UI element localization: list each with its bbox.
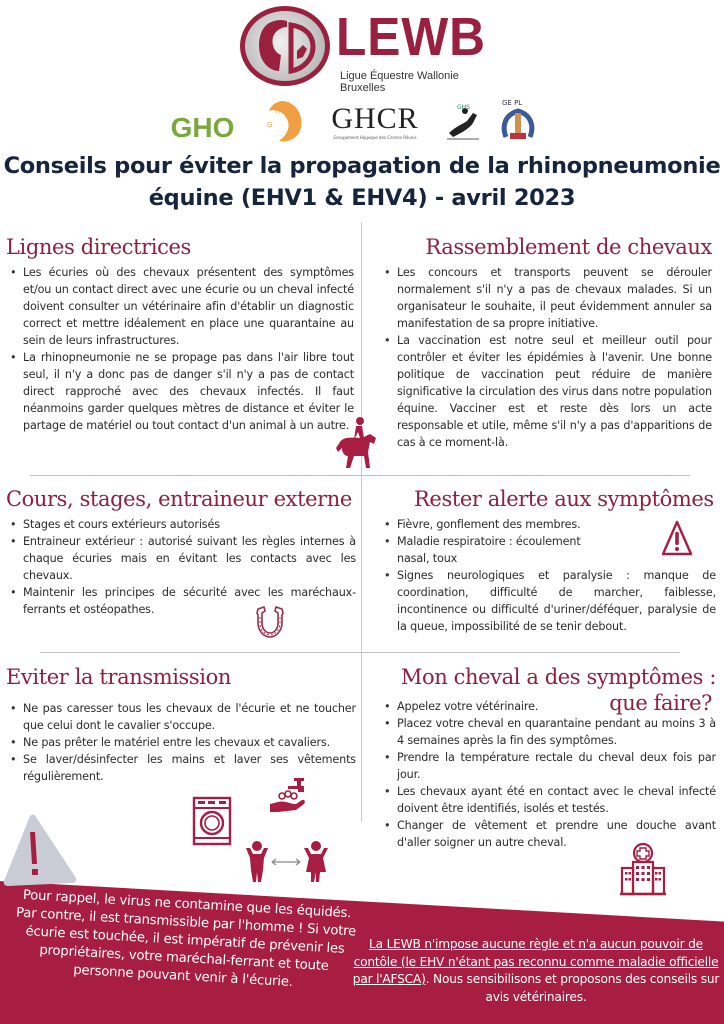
- partner-logo-gho: [165, 96, 240, 146]
- list-item: • Appelez votre vétérinaire.: [380, 698, 716, 715]
- lewb-logo: [240, 6, 500, 94]
- partner-logos: [165, 96, 565, 148]
- logo-subtitle: Ligue Équestre Wallonie Bruxelles: [340, 70, 459, 94]
- section-rassemblement: [380, 234, 712, 451]
- svg-text:C: C: [284, 101, 290, 109]
- svg-text:GHS: GHS: [457, 104, 470, 111]
- section-mon-cheval-symptomes: [380, 664, 716, 851]
- list-item: • Maladie respiratoire : écoulement nasal, toux: [380, 533, 716, 567]
- gepl-logo-icon: [498, 97, 538, 145]
- veterinary-hospital-icon: [618, 842, 668, 906]
- list-item: • Les concours et transports peuvent se dérouler normalement s'il n'y a pas de chevaux malades. Si un organisateur le souhaite, il peut évidemment annuler sa manifestation de sa propre initiative.: [380, 264, 712, 332]
- jumping-horse-logo-icon: [443, 99, 483, 143]
- partner-logo-gepl: [495, 96, 540, 146]
- horse-rider-icon: [334, 416, 380, 476]
- svg-text:GE PL: GE PL: [501, 99, 522, 107]
- list-item: • Placez votre cheval en quarantaine pendant au moins 3 à 4 semaines après la fin des symptômes.: [380, 715, 716, 749]
- section-eviter-transmission: [6, 664, 356, 785]
- gho-logo-text: GHO: [170, 112, 235, 143]
- partner-logo-ghc: [260, 96, 305, 146]
- list-item: • Signes neurologiques et paralysie : manque de coordination, difficulté de marcher, faiblesse, incontinence ou difficulté d'uriner/déféquer, paralysie de la queue, impossibilité de se tenir debout.: [380, 567, 716, 635]
- page-title-line-1: Conseils pour éviter la propagation de la rhinopneumonie: [3, 153, 721, 179]
- partner-logo-ghcr: [320, 96, 430, 146]
- list-item: • Entraineur extérieur : autorisé suivant les règles internes à chaque écuries mais en évitant les contacts avec les chevaux.: [6, 533, 356, 584]
- list-item: • La rhinopneumonie ne se propage pas dans l'air libre tout seul, il n'y a donc pas de danger s'il n'y a pas de contact direct rapproché avec des chevaux infectés. Il faut néanmoins garder quelques mètres de distance et éviter le partage de matériel ou tout contact d'un animal à un autre.: [6, 349, 354, 434]
- partner-logo-ghs: [443, 96, 483, 146]
- list-item: • Ne pas prêter le matériel entre les chevaux et cavaliers.: [6, 734, 356, 751]
- logo-text: LEWB: [336, 7, 486, 67]
- list-item: • Les chevaux ayant été en contact avec le cheval infecté doivent être identifiés, isolés et testés.: [380, 783, 716, 817]
- warning-icon: [660, 519, 694, 563]
- ghcr-logo-text: GHCR: [331, 101, 419, 135]
- bullet-list: [6, 516, 356, 618]
- big-warning-icon: [2, 812, 92, 896]
- vertical-divider: [361, 222, 362, 822]
- section-lignes-directrices: [6, 234, 354, 434]
- ghcr-logo-subtitle: Groupement Hippique des Cercles Réunis: [333, 134, 417, 140]
- list-item: • Maintenir les principes de sécurité avec les maréchaux-ferrants et ostéopathes.: [6, 584, 356, 618]
- disclaimer-plain: . Nous sensibilisons et proposons des conseils sur avis vétérinaires.: [425, 972, 720, 1004]
- horse-head-logo-icon: [240, 6, 330, 86]
- section-cours-stages: [6, 486, 356, 618]
- page-title: [0, 150, 724, 214]
- section-title: Cours, stages, entraineur externe: [6, 487, 352, 511]
- bullet-list: [380, 264, 712, 451]
- social-distance-icon: [244, 840, 330, 886]
- list-item: • Changer de vêtement et prendre une douche avant d'aller soigner un autre cheval.: [380, 817, 716, 851]
- svg-text:H: H: [274, 107, 280, 115]
- bullet-list: [6, 264, 354, 434]
- horizontal-divider: [40, 652, 680, 653]
- section-title: Mon cheval a des symptômes :: [400, 665, 716, 689]
- disclaimer-link[interactable]: La LEWB n'impose aucune règle et n'a aucun pouvoir de contôle (le EHV n'étant pas reconnu comme maladie officielle par l'AFSCA): [352, 937, 719, 986]
- list-item: • Ne pas caresser tous les chevaux de l'écurie et ne toucher que celui dont le cavalier s'occupe.: [6, 700, 356, 734]
- list-item: • La vaccination est notre seul et meilleur outil pour contrôler et éviter les épidémies à l'avenir. Une bonne politique de vaccination peut réduire de manière significative la circulation des virus dans notre population équine. Vacciner est et reste dès lors un acte responsable et utile, même s'il n'y a pas d'apparitions de cas à ce moment-là.: [380, 332, 712, 451]
- section-title-continued: que faire?: [609, 691, 712, 715]
- list-item: • Se laver/désinfecter les mains et laver ses vêtements régulièrement.: [6, 751, 356, 785]
- horseshoe-icon: [252, 603, 288, 643]
- section-title: Eviter la transmission: [6, 665, 231, 689]
- bullet-list: [6, 700, 356, 785]
- ghc-logo-icon: [261, 97, 305, 145]
- hand-washing-icon: [268, 776, 312, 820]
- page-title-line-2: équine (EHV1 & EHV4) - avril 2023: [148, 185, 576, 211]
- bullet-list: [380, 698, 716, 851]
- list-item: • Les écuries où des chevaux présentent des symptômes et/ou un contact direct avec une écurie ou un cheval infecté doivent consulter un vétérinaire afin d'établir un diagnostic correct et mettre idéalement en place une quarantaine au sein de leurs infrastructures.: [6, 264, 354, 349]
- section-title: Rassemblement de chevaux: [425, 235, 712, 259]
- section-title: Lignes directrices: [6, 235, 191, 259]
- section-title: Rester alerte aux symptômes: [414, 487, 714, 511]
- disclaimer-text: [350, 936, 722, 1006]
- list-item: • Fièvre, gonflement des membres.: [380, 516, 716, 533]
- reminder-text: Pour rappel, le virus ne contamine que les équidés. Par contre, il est transmissible par l'homme ! Si votre écurie est touchée, il est impératif de prévenir les propriétaires, votre maréchal-ferrant et toute personne pouvant venir à l'écurie.: [15, 887, 357, 991]
- list-item: • Prendre la température rectale du cheval deux fois par jour.: [380, 749, 716, 783]
- list-item: • Stages et cours extérieurs autorisés: [6, 516, 356, 533]
- svg-text:G: G: [266, 121, 272, 129]
- washing-machine-icon: [192, 796, 232, 850]
